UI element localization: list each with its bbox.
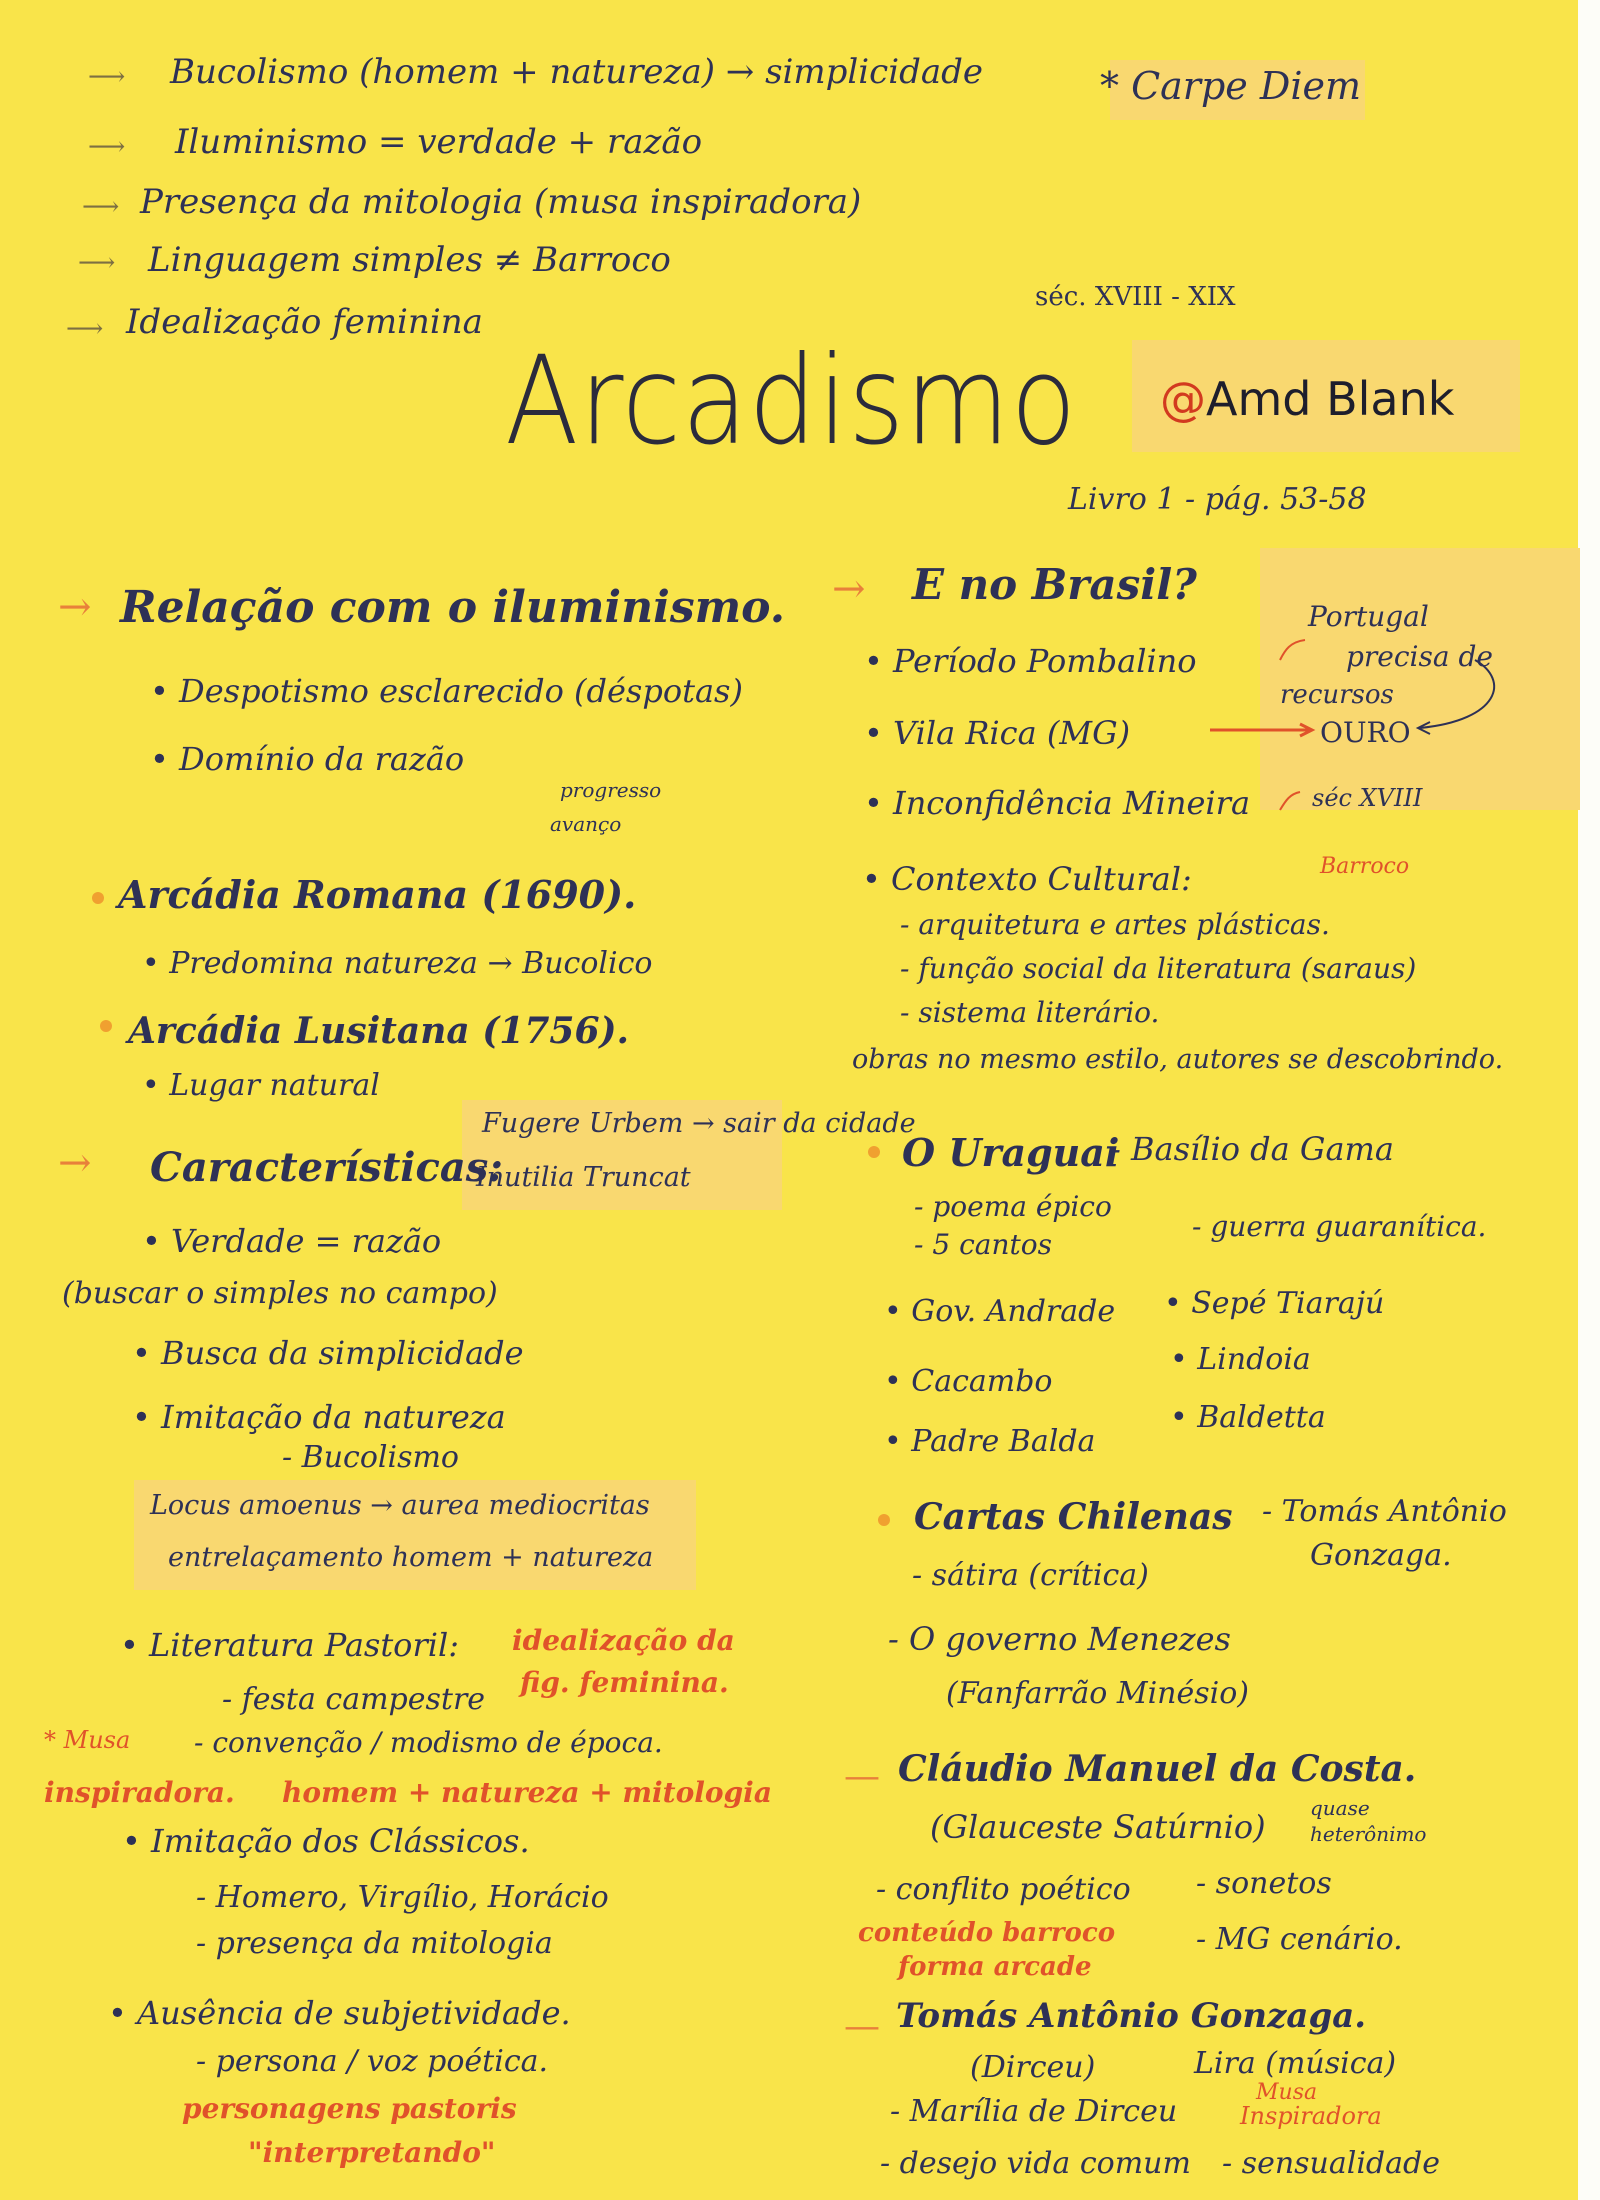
arrow-icon: ⟶: [78, 248, 116, 278]
sub-item: (Fanfarrão Minésio): [946, 1676, 1249, 1711]
sub-item: - sistema literário.: [900, 996, 1160, 1029]
red-note: homem + natureza + mitologia: [282, 1776, 772, 1809]
page-title: Arcadismo: [505, 330, 1078, 472]
sub-item: - O governo Menezes: [888, 1620, 1231, 1658]
sub-item: - conflito poético: [876, 1872, 1131, 1907]
portugal-line: recursos: [1280, 680, 1394, 710]
bullet-item: • Vila Rica (MG): [864, 714, 1131, 752]
sub-item: - Homero, Virgílio, Horácio: [196, 1880, 609, 1915]
red-note: personagens pastoris: [182, 2092, 517, 2125]
entrelacamento-line: entrelaçamento homem + natureza: [168, 1542, 654, 1573]
cartas-author: Gonzaga.: [1310, 1538, 1452, 1573]
bullet-item: • Baldetta: [1170, 1400, 1326, 1435]
bullet-item: • Predomina natureza → Bucolico: [142, 946, 653, 981]
red-note: Inspiradora: [1240, 2102, 1382, 2130]
arcadia-romana: Arcádia Romana (1690).: [118, 872, 637, 917]
sub-item: - MG cenário.: [1196, 1922, 1403, 1957]
sub-item: - Bucolismo: [282, 1440, 459, 1475]
red-note: forma arcade: [898, 1952, 1092, 1982]
sub-item: - convenção / modismo de época.: [194, 1726, 663, 1759]
quase-note: quase: [1310, 1796, 1370, 1820]
top-item-5: Idealização feminina: [126, 302, 483, 342]
sub-item: progresso: [560, 778, 662, 802]
caracteristicas-title: Características:: [150, 1144, 504, 1191]
sub-item: - Marília de Dirceu: [890, 2094, 1178, 2129]
cartas-title: Cartas Chilenas: [914, 1496, 1233, 1538]
bullet-item: • Gov. Andrade: [884, 1294, 1116, 1329]
dash-icon: —: [844, 1756, 880, 1797]
red-note: Musa: [1256, 2080, 1318, 2105]
arrow-icon: ⟶: [88, 62, 126, 92]
bullet-dot: [878, 1514, 890, 1526]
inutilia-line: Inutilia Truncat: [476, 1162, 691, 1193]
dirceu: (Dirceu): [970, 2050, 1096, 2085]
sub-item: - função social da literatura (saraus): [900, 952, 1417, 985]
claudio-title: Cláudio Manuel da Costa.: [898, 1748, 1417, 1790]
cartas-author: - Tomás Antônio: [1262, 1494, 1507, 1529]
bullet-item: • Padre Balda: [884, 1424, 1096, 1459]
page-edge: [1578, 0, 1600, 2200]
arrow-icon: →: [58, 584, 92, 630]
top-item-1: Bucolismo (homem + natureza) → simplicidade: [170, 52, 984, 92]
red-note: idealização da: [512, 1624, 735, 1657]
arrow-icon: ⟶: [88, 132, 126, 162]
sub-item: - desejo vida comum: [880, 2146, 1191, 2181]
top-item-4: Linguagem simples ≠ Barroco: [148, 240, 671, 280]
dash-icon: —: [844, 2006, 880, 2047]
bullet-item: • Imitação dos Clássicos.: [122, 1822, 530, 1860]
fugere-line: Fugere Urbem → sair da cidade: [482, 1108, 916, 1139]
uraguai-title: O Uraguai: [902, 1130, 1120, 1175]
portugal-line: séc XVIII: [1312, 784, 1423, 812]
carpe-diem: * Carpe Diem: [1100, 64, 1362, 108]
claudio-sub: (Glauceste Satúrnio): [930, 1808, 1266, 1846]
bullet-item: • Inconfidência Mineira: [864, 784, 1251, 822]
bullet-item: • Despotismo esclarecido (déspotas): [150, 672, 743, 710]
tomas-title: Tomás Antônio Gonzaga.: [896, 1996, 1367, 2036]
lira: Lira (música): [1194, 2046, 1397, 2081]
locus-line: Locus amoenus → aurea mediocritas: [150, 1490, 650, 1521]
bullet-item: • Período Pombalino: [864, 642, 1197, 680]
uraguai-author: - Basílio da Gama: [1110, 1130, 1394, 1168]
red-note: * Musa: [44, 1726, 131, 1754]
sub-item: avanço: [550, 812, 622, 836]
sub-item: - sátira (crítica): [912, 1558, 1149, 1593]
bullet-item: • Cacambo: [884, 1364, 1053, 1399]
brasil-title: E no Brasil?: [912, 560, 1197, 609]
arrow-icon: →: [58, 1140, 92, 1186]
quase-note: heterônimo: [1310, 1822, 1427, 1846]
portugal-line: precisa de: [1346, 640, 1493, 673]
arrow-icon: ⟶: [82, 192, 120, 222]
seculo: séc. XVIII - XIX: [1035, 282, 1236, 312]
ouro: OURO: [1320, 716, 1411, 749]
red-note: inspiradora.: [44, 1776, 235, 1809]
carac-note: (buscar o simples no campo): [62, 1276, 498, 1311]
arcadia-lusitana: Arcádia Lusitana (1756).: [128, 1010, 630, 1052]
sub-item: - presença da mitologia: [196, 1926, 553, 1961]
arrow-icon: ⟶: [66, 314, 104, 344]
livro-ref: Livro 1 - pág. 53-58: [1068, 482, 1367, 517]
bullet-dot: [92, 892, 104, 904]
red-note: "interpretando": [248, 2136, 496, 2169]
sub-item: - 5 cantos: [914, 1228, 1052, 1261]
sub-item: - festa campestre: [222, 1682, 486, 1717]
sub-item: - guerra guaranítica.: [1192, 1210, 1487, 1243]
handle: @Amd Blank: [1160, 372, 1455, 426]
sub-item: - arquitetura e artes plásticas.: [900, 908, 1330, 941]
sub-item: - poema épico: [914, 1190, 1112, 1223]
portugal-line: Portugal: [1308, 600, 1429, 633]
bullet-dot: [100, 1020, 112, 1032]
arrow-icon: →: [832, 566, 866, 612]
red-note: fig. feminina.: [520, 1666, 729, 1699]
obras-line: obras no mesmo estilo, autores se descobrindo.: [852, 1044, 1504, 1075]
bullet-item: • Busca da simplicidade: [132, 1334, 524, 1372]
bullet-item: • Lugar natural: [142, 1068, 380, 1103]
bullet-item: • Sepé Tiarajú: [1164, 1286, 1385, 1321]
relacao-title: Relação com o iluminismo.: [120, 582, 786, 633]
bullet-item: • Domínio da razão: [150, 740, 465, 778]
bullet-item: • Verdade = razão: [142, 1222, 442, 1260]
sub-item: - sonetos: [1196, 1866, 1332, 1901]
red-note: conteúdo barroco: [858, 1918, 1116, 1948]
bullet-item: • Literatura Pastoril:: [120, 1626, 459, 1664]
top-item-2: Iluminismo = verdade + razão: [175, 122, 703, 162]
bullet-item: • Lindoia: [1170, 1342, 1311, 1377]
sub-item: - persona / voz poética.: [196, 2044, 549, 2079]
sub-item: - sensualidade: [1222, 2146, 1440, 2181]
bullet-item: • Contexto Cultural:: [862, 860, 1192, 898]
bullet-dot: [868, 1146, 880, 1158]
top-item-3: Presença da mitologia (musa inspiradora): [140, 182, 862, 222]
red-note: Barroco: [1320, 854, 1410, 879]
bullet-item: • Imitação da natureza: [132, 1398, 506, 1436]
bullet-item: • Ausência de subjetividade.: [108, 1994, 571, 2032]
